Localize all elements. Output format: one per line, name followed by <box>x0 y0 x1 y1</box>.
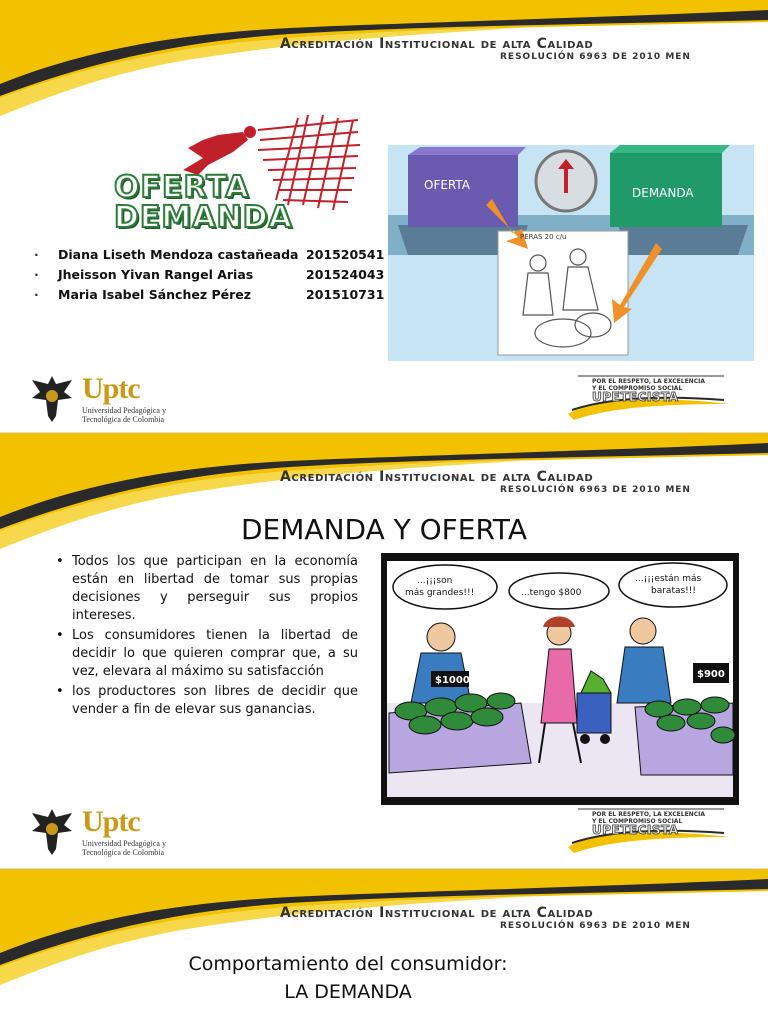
logo-word-oferta: OFERTA <box>114 170 250 205</box>
bullet: · <box>34 247 39 262</box>
sign-text: PERAS 20 c/u <box>520 233 567 241</box>
slide-title: DEMANDA Y OFERTA <box>241 513 527 546</box>
balance-label-oferta: OFERTA <box>424 178 471 192</box>
author-code: 201510731 <box>306 287 385 302</box>
market-cartoon-image <box>381 553 739 805</box>
slide-2 <box>0 432 768 865</box>
eagle-emblem-icon <box>28 372 76 424</box>
uptc-subtitle <box>82 406 192 424</box>
slide-3 <box>0 868 768 1025</box>
market-cartoon <box>381 553 739 805</box>
accreditation-title: Acreditación Institucional de alta Calidad <box>280 469 594 485</box>
upetecista-logo <box>564 374 734 422</box>
balance-illustration <box>388 145 754 361</box>
author-code: 201520541 <box>306 247 385 262</box>
author-code: 201524043 <box>306 267 385 282</box>
uptc-subtitle-line: Tecnológica de Colombia <box>82 415 165 424</box>
slide-1 <box>0 0 768 428</box>
author-row <box>34 267 384 287</box>
accreditation-subtitle: RESOLUCIÓN 6963 DE 2010 MEN <box>500 921 691 931</box>
bullet-item: • los productores son libres de decidir que vender a fin de elevar sus ganancias. <box>56 683 358 719</box>
upetecista-line2: Y EL COMPROMISO SOCIAL <box>592 385 683 392</box>
bubble1-line2: más grandes!!! <box>405 588 475 598</box>
upetecista-line1: POR EL RESPETO, LA EXCELENCIA <box>592 378 705 385</box>
accreditation-title: Acreditación Institucional de alta Calidad <box>280 905 594 921</box>
upetecista-title: UPETECISTA <box>592 390 679 404</box>
bullet-list <box>56 553 358 721</box>
bullet: · <box>34 267 39 282</box>
upetecista-line1: POR EL RESPETO, LA EXCELENCIA <box>592 811 705 818</box>
uptc-subtitle-line: Tecnológica de Colombia <box>82 848 165 857</box>
author-name: Jheisson Yivan Rangel Arias <box>58 267 254 282</box>
bullet-item: • Todos los que participan en la economía están en libertad de tomar sus propias decisiones y perseguir sus propios intereses. <box>56 553 358 625</box>
author-list <box>34 247 384 307</box>
author-name: Diana Liseth Mendoza castañeada <box>58 247 299 262</box>
bubble2-text: ...tengo $800 <box>521 588 582 598</box>
price-tag-right: $900 <box>697 669 725 680</box>
oferta-demanda-logo <box>108 110 368 240</box>
author-row <box>34 287 384 307</box>
eagle-emblem-icon <box>28 805 76 857</box>
bubble3-line1: ...¡¡¡están más <box>635 574 702 584</box>
slide-title-line2: LA DEMANDA <box>284 981 412 1003</box>
uptc-logo: Uptc <box>82 372 140 405</box>
uptc-subtitle-line: Universidad Pedagógica y <box>82 406 166 415</box>
accreditation-subtitle: RESOLUCIÓN 6963 DE 2010 MEN <box>500 52 691 62</box>
uptc-subtitle-line: Universidad Pedagógica y <box>82 839 166 848</box>
upetecista-logo <box>564 807 734 855</box>
author-row <box>34 247 384 267</box>
upetecista-title: UPETECISTA <box>592 823 679 837</box>
upetecista-line2: Y EL COMPROMISO SOCIAL <box>592 818 683 825</box>
uptc-logo: Uptc <box>82 805 140 838</box>
balance-scale-image <box>388 145 754 361</box>
bubble3-line2: baratas!!! <box>651 586 696 596</box>
author-name: Maria Isabel Sánchez Pérez <box>58 287 252 302</box>
uptc-subtitle <box>82 839 192 857</box>
accreditation-title: Acreditación Institucional de alta Calidad <box>280 36 594 52</box>
bullet-item: • Los consumidores tienen la libertad de decidir lo que quieren comprar que, a su vez, elevara al máximo su satisfacción <box>56 627 358 681</box>
slide-title-line1: Comportamiento del consumidor: <box>188 953 508 975</box>
balance-label-demanda: DEMANDA <box>632 186 694 200</box>
bubble1-line1: ...¡¡¡son <box>417 576 453 586</box>
logo-word-demanda: DEMANDA <box>114 200 293 235</box>
bullet: · <box>34 287 39 302</box>
accreditation-subtitle: RESOLUCIÓN 6963 DE 2010 MEN <box>500 485 691 495</box>
price-tag-left: $1000 <box>435 675 470 686</box>
